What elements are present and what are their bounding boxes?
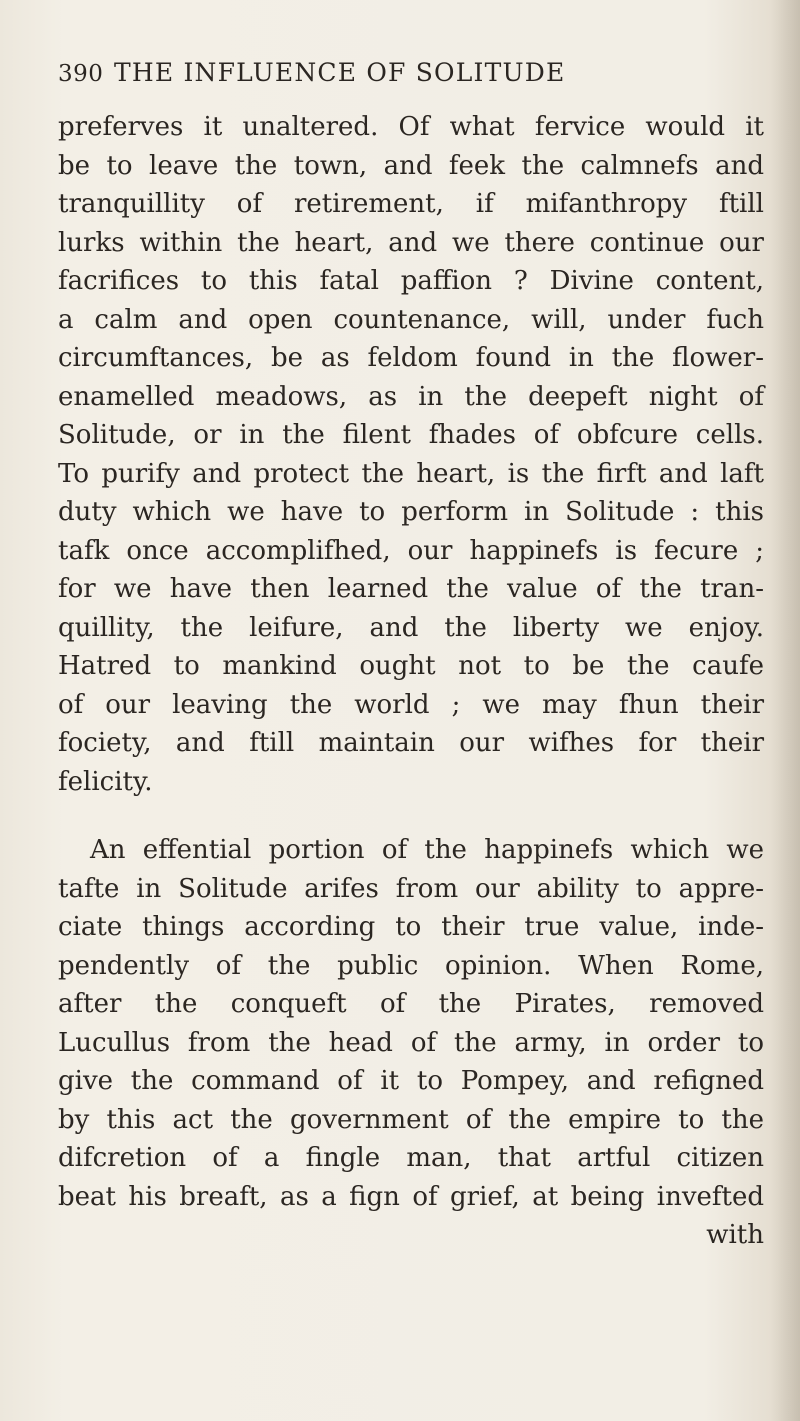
text-line: Hatred to mankind ought not to be the caufe (58, 651, 764, 681)
text-line: tranquillity of retirement, if mifanthropy ftill (58, 189, 764, 219)
text-line: after the conqueft of the Pirates, removed (58, 989, 764, 1019)
text-line: by this act the government of the empire to the (58, 1104, 764, 1135)
text-line: fociety, and ftill maintain our wifhes for their (58, 728, 764, 758)
text-line: enamelled meadows, as in the deepeft night of (58, 381, 764, 412)
page-header (58, 58, 658, 87)
text-line: tafte in Solitude arifes from our ability to appre- (58, 873, 764, 904)
text-line: a calm and open countenance, will, under fuch (58, 304, 764, 335)
text-line: duty which we have to perform in Solitude : this (58, 497, 764, 527)
text-line: ciate things according to their true value, inde- (58, 912, 764, 942)
text-line: difcretion of a fingle man, that artful citizen (58, 1143, 764, 1173)
text-line: of our leaving the world ; we may fhun their (58, 689, 764, 720)
text-line: An effential portion of the happinefs which we (90, 835, 764, 865)
text-line: quillity, the leifure, and the liberty we enjoy. (58, 612, 764, 643)
text-line: lurks within the heart, and we there continue our (58, 227, 764, 258)
text-line: facrifices to this fatal paffion ? Divine content, (58, 266, 764, 296)
text-line: Lucullus from the head of the army, in order to (58, 1027, 764, 1058)
text-line: circumftances, be as feldom found in the flower- (58, 343, 764, 373)
text-line: pendently of the public opinion. When Rome, (58, 950, 764, 981)
text-line: beat his breaft, as a fign of grief, at being invefted (58, 1181, 764, 1212)
running-title: THE INFLUENCE OF SOLITUDE (114, 58, 566, 87)
catchword: with (706, 1220, 764, 1250)
paragraph-1 (58, 108, 764, 801)
paragraph-2 (58, 831, 764, 1255)
text-line: give the command of it to Pompey, and refigned (58, 1066, 764, 1096)
text-line: for we have then learned the value of the tran- (58, 574, 764, 604)
text-line: felicity. (58, 766, 153, 797)
text-line: To purify and protect the heart, is the firft and laft (58, 458, 764, 489)
text-line: Solitude, or in the filent fhades of obfcure cells. (58, 420, 764, 450)
page-number: 390 (58, 61, 104, 87)
text-line: tafk once accomplifhed, our happinefs is fecure ; (58, 535, 764, 566)
page-edge-shadow (770, 0, 800, 1421)
text-line: preferves it unaltered. Of what fervice would it (58, 112, 764, 142)
body-text (58, 108, 764, 1255)
text-line: be to leave the town, and feek the calmnefs and (58, 150, 764, 181)
